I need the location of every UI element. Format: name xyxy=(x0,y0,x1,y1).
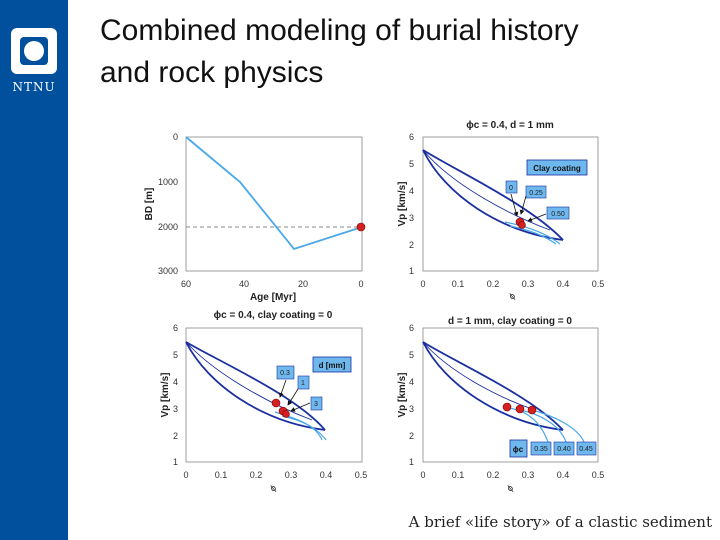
vp-phic-ylabel: Vp [km/s] xyxy=(397,372,408,418)
burial-point xyxy=(357,223,365,231)
grain-legend-title: d [mm] xyxy=(318,361,346,370)
vp-grain-xtick-0: 0 xyxy=(183,470,189,480)
vp-grain-xtick-3: 0.3 xyxy=(284,470,298,480)
phic-box-1-label: 0.40 xyxy=(557,446,571,453)
vp-grain-xtick-1: 0.1 xyxy=(214,470,228,480)
vp-phic-xlabel: ϕ xyxy=(504,482,516,494)
vp-grain-xtick-4: 0.4 xyxy=(319,470,333,480)
vp-plot-clay-frame xyxy=(423,137,598,271)
vp-grain-ytick-3: 3 xyxy=(172,404,178,414)
vp-grain-xlabel: ϕ xyxy=(267,482,279,494)
clay-box-1-label: 0.25 xyxy=(529,190,543,197)
burial-xtick-2: 20 xyxy=(297,279,309,289)
vp-clay-xlabel: ϕ xyxy=(506,290,518,302)
vp-phic-ytick-5: 5 xyxy=(408,350,414,360)
vp-phic-xtick-3: 0.3 xyxy=(521,470,535,480)
burial-xtick-0: 60 xyxy=(180,279,192,289)
vp-clay-ytick-3: 3 xyxy=(408,213,414,223)
burial-xtick-1: 40 xyxy=(238,279,250,289)
clay-box-2-label: 0.50 xyxy=(551,211,565,218)
title-line-1: Combined modeling of burial history xyxy=(100,14,579,47)
title-line-2: and rock physics xyxy=(100,56,324,89)
vp-grain-ytick-1: 1 xyxy=(172,457,178,467)
vp-phic-xtick-4: 0.4 xyxy=(556,470,570,480)
vp-clay-ytick-5: 5 xyxy=(408,159,414,169)
grain-box-1-label: 1 xyxy=(301,380,305,387)
vp-grain-ytick-2: 2 xyxy=(172,431,178,441)
vp-phic-ytick-6: 6 xyxy=(408,323,414,333)
vp-plot-grain xyxy=(160,310,367,494)
burial-xlabel: Age [Myr] xyxy=(249,292,297,303)
burial-ylabel: BD [m] xyxy=(144,187,155,221)
phic-box-2-label: 0.45 xyxy=(579,446,593,453)
vp-phic-ytick-2: 2 xyxy=(408,431,414,441)
burial-ytick-3: 3000 xyxy=(157,266,178,276)
vp-phic-xtick-2: 0.2 xyxy=(486,470,500,480)
phic-box-0-label: 0.35 xyxy=(534,446,548,453)
vp-plot-grain-title: ϕc = 0.4, clay coating = 0 xyxy=(213,310,333,321)
vp-grain-ytick-4: 4 xyxy=(172,377,178,387)
slide-caption: A brief «life story» of a clastic sediment xyxy=(408,513,712,531)
grain-box-0-label: 0.3 xyxy=(280,370,290,377)
vp-grain-ytick-6: 6 xyxy=(172,323,178,333)
vp-clay-ylabel: Vp [km/s] xyxy=(397,181,408,227)
vp-grain-xtick-5: 0.5 xyxy=(354,470,368,480)
burial-plot xyxy=(144,132,365,303)
burial-ytick-1: 1000 xyxy=(157,177,178,187)
vp-phic-xtick-0: 0 xyxy=(420,470,426,480)
phic-point-1 xyxy=(503,403,511,411)
grain-point-1 xyxy=(272,399,280,407)
grain-box-2-label: 3 xyxy=(314,401,318,408)
logo-text: NTNU xyxy=(12,80,56,94)
phic-point-3 xyxy=(528,406,536,414)
vp-phic-ytick-3: 3 xyxy=(408,404,414,414)
vp-clay-xtick-1: 0.1 xyxy=(451,279,465,289)
clay-box-0-label: 0 xyxy=(509,185,513,192)
vp-phic-ytick-4: 4 xyxy=(408,377,414,387)
vp-plot-phic-title: d = 1 mm, clay coating = 0 xyxy=(448,316,572,327)
vp-clay-xtick-3: 0.3 xyxy=(521,279,535,289)
vp-plot-phic xyxy=(397,316,604,494)
burial-xtick-3: 0 xyxy=(358,279,364,289)
vp-grain-ytick-5: 5 xyxy=(172,350,178,360)
vp-grain-xtick-2: 0.2 xyxy=(249,470,263,480)
vp-grain-ylabel: Vp [km/s] xyxy=(160,372,171,418)
clay-legend-title: Clay coating xyxy=(533,164,581,173)
vp-clay-ytick-4: 4 xyxy=(408,186,414,196)
clay-point-2 xyxy=(519,222,526,229)
vp-plot-clay-title: ϕc = 0.4, d = 1 mm xyxy=(466,120,554,131)
vp-plot-grain-frame xyxy=(186,328,362,462)
phic-legend-title: ϕc xyxy=(512,445,524,454)
vp-phic-ytick-1: 1 xyxy=(408,457,414,467)
burial-plot-frame xyxy=(186,137,362,271)
phic-point-2 xyxy=(516,405,524,413)
vp-phic-xtick-5: 0.5 xyxy=(591,470,605,480)
vp-phic-xtick-1: 0.1 xyxy=(451,470,465,480)
vp-clay-ytick-6: 6 xyxy=(408,132,414,142)
vp-clay-xtick-0: 0 xyxy=(420,279,426,289)
burial-ytick-0: 0 xyxy=(172,132,178,142)
vp-clay-xtick-5: 0.5 xyxy=(591,279,605,289)
vp-clay-ytick-1: 1 xyxy=(408,266,414,276)
burial-ytick-2: 2000 xyxy=(157,222,178,232)
vp-plot-clay xyxy=(397,120,604,302)
vp-clay-xtick-4: 0.4 xyxy=(556,279,570,289)
grain-point-3 xyxy=(283,411,290,418)
vp-clay-xtick-2: 0.2 xyxy=(486,279,500,289)
vp-clay-ytick-2: 2 xyxy=(408,240,414,250)
